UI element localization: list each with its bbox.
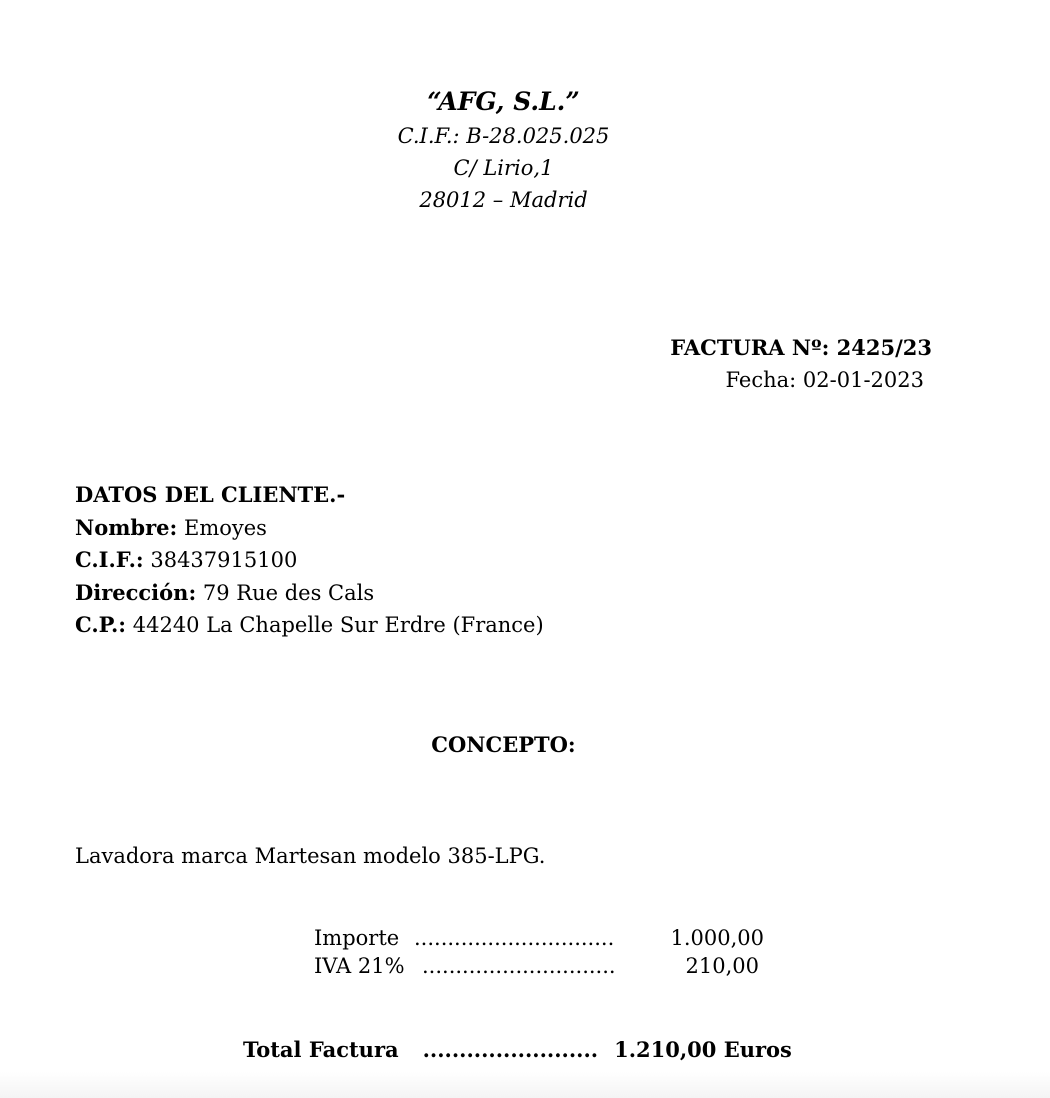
client-address-line xyxy=(75,577,544,610)
invoice-info xyxy=(670,332,932,396)
total-value: 1.210,00 Euros xyxy=(614,1037,792,1062)
concept-description: Lavadora marca Martesan modelo 385-LPG. xyxy=(75,844,546,868)
company-header xyxy=(0,84,1007,216)
client-name-value: Emoyes xyxy=(183,515,267,540)
client-heading: DATOS DEL CLIENTE.- xyxy=(75,482,346,507)
concept-heading: CONCEPTO: xyxy=(431,732,576,757)
client-cif-line xyxy=(75,544,544,577)
client-data xyxy=(75,479,544,642)
company-address: C/ Lirio,1 xyxy=(453,156,554,180)
iva-dots: ............................. xyxy=(422,954,616,978)
importe-row xyxy=(314,924,764,952)
company-cif: C.I.F.: B-28.025.025 xyxy=(397,124,610,148)
client-address-label: Dirección: xyxy=(75,579,197,605)
invoice-number: FACTURA Nº: 2425/23 xyxy=(670,335,932,360)
invoice-date: Fecha: 02-01-2023 xyxy=(725,368,924,392)
client-name-line xyxy=(75,512,544,545)
client-cp-label: C.P.: xyxy=(75,612,127,637)
amounts-block xyxy=(314,924,764,980)
client-cif-value: 38437915100 xyxy=(150,548,298,572)
iva-value: 210,00 xyxy=(685,954,759,978)
client-cp-value: 44240 La Chapelle Sur Erdre (France) xyxy=(132,613,544,637)
company-name: “AFG, S.L.” xyxy=(427,87,580,116)
client-name-label: Nombre: xyxy=(75,514,178,540)
importe-dots: .............................. xyxy=(414,926,615,950)
iva-label: IVA 21% xyxy=(314,954,405,978)
total-row xyxy=(243,1034,792,1066)
importe-label: Importe xyxy=(314,926,400,950)
client-address-value: 79 Rue des Cals xyxy=(202,580,375,605)
page-bottom-shadow xyxy=(0,1072,1050,1098)
total-label: Total Factura xyxy=(243,1037,399,1062)
client-cif-label: C.I.F.: xyxy=(75,547,144,572)
iva-row xyxy=(314,952,759,980)
importe-value: 1.000,00 xyxy=(670,926,764,950)
client-cp-line xyxy=(75,609,544,642)
total-dots: ........................ xyxy=(422,1037,599,1062)
company-city: 28012 – Madrid xyxy=(419,188,588,212)
